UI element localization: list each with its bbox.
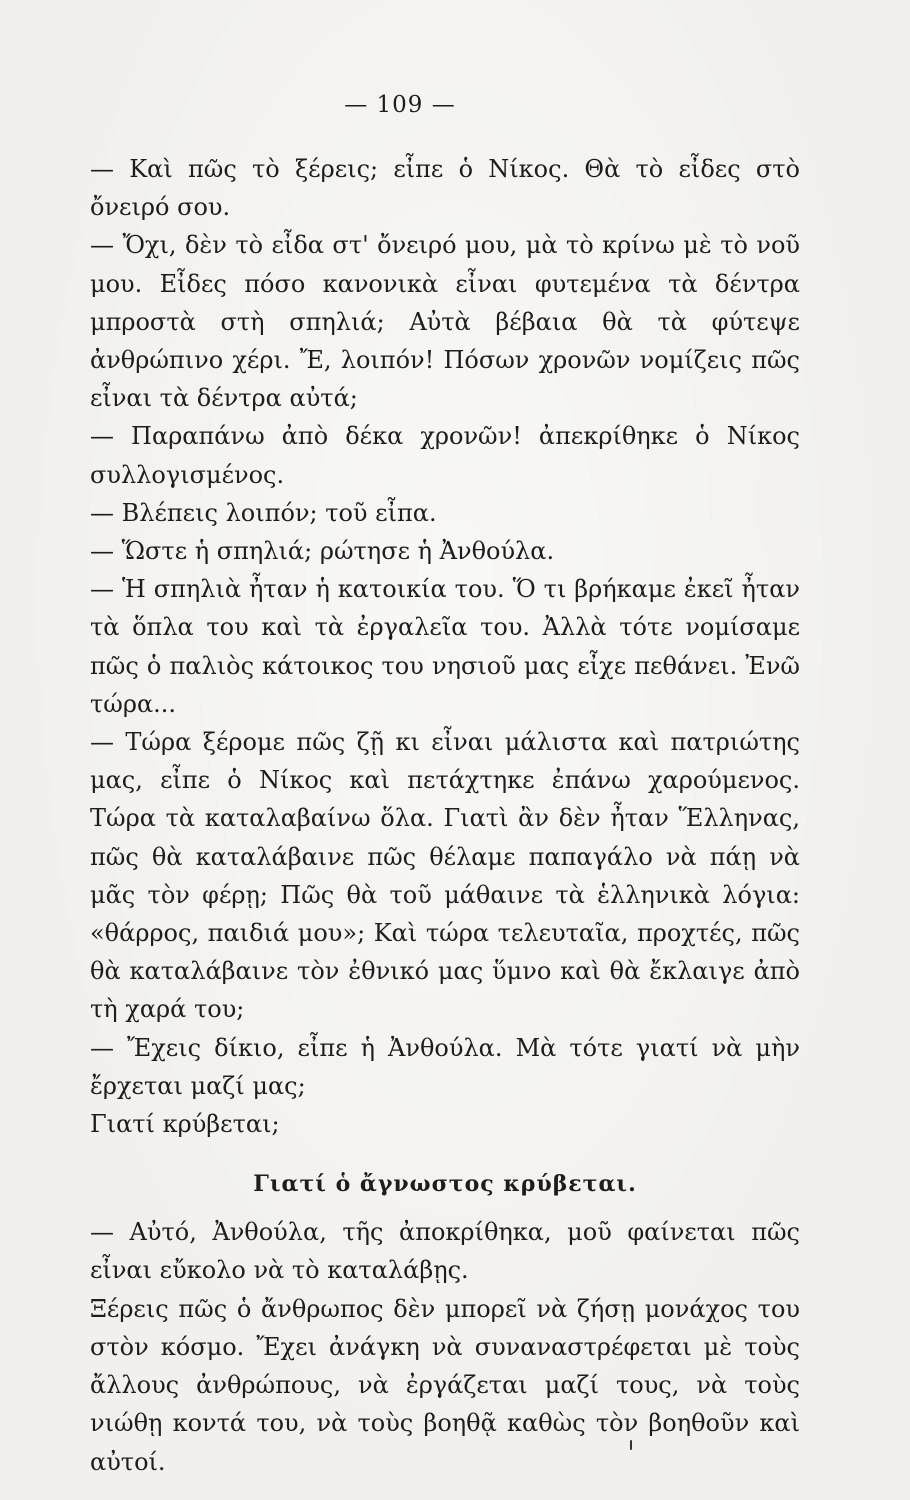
paragraph-6: — Ἡ σπηλιὰ ἦταν ἡ κατοικία του. Ὅ τι βρήκαμε ἐκεῖ ἦταν τὰ ὅπλα του καὶ τὰ ἐργαλεῖα του. Ἀλλὰ τότε νομίσαμε πῶς ὁ παλιὸς κάτοικος του νησιοῦ μας εἶχε πεθάνει. Ἐνῶ τώρα... (90, 575, 800, 718)
paragraph-1: — Καὶ πῶς τὸ ξέρεις; εἶπε ὁ Νίκος. Θὰ τὸ εἶδες στὸ ὄνειρό σου. (90, 155, 800, 222)
paragraph-8: — Ἔχεις δίκιο, εἶπε ἡ Ἀνθούλα. Μὰ τότε γιατί νὰ μὴν ἔρχεται μαζί μας; (90, 1033, 800, 1100)
body-text (90, 150, 800, 1481)
paragraph-4: — Βλέπεις λοιπόν; τοῦ εἶπα. (90, 498, 437, 527)
paragraph-5: — Ὥστε ἡ σπηλιά; ρώτησε ἡ Ἀνθούλα. (90, 537, 555, 566)
page-number: — 109 — (344, 92, 456, 118)
paragraph-9: Γιατί κρύβεται; (90, 1110, 280, 1139)
paragraph-7: — Τώρα ξέρομε πῶς ζῇ κι εἶναι μάλιστα καὶ πατριώτης μας, εἶπε ὁ Νίκος καὶ πετάχτηκε ἐπάνω χαρούμενος. Τώρα τὰ καταλαβαίνω ὅλα. Γιατὶ ἂν δὲν ἦταν Ἕλληνας, πῶς θὰ καταλάβαινε πῶς θέλαμε παπαγάλο νὰ πάῃ νὰ μᾶς τὸν φέρῃ; Πῶς θὰ τοῦ μάθαινε τὰ ἑλληνικὰ λόγια: «θάρρος, παιδιά μου»; Καὶ τώρα τελευταῖα, προχτές, πῶς θὰ καταλάβαινε τὸν ἐθνικό μας ὕμνο καὶ θὰ ἔκλαιγε ἀπὸ τὴ χαρά του; (90, 728, 800, 1024)
ink-speck (630, 1440, 632, 1450)
paragraph-3: — Παραπάνω ἀπὸ δέκα χρονῶν! ἀπεκρίθηκε ὁ Νίκος συλλογισμένος. (90, 422, 800, 489)
paragraph-2: — Ὄχι, δὲν τὸ εἶδα στ' ὄνειρό μου, μὰ τὸ κρίνω μὲ τὸ νοῦ μου. Εἶδες πόσο κανονικὰ εἶναι φυτεμένα τὰ δέντρα μπροστὰ στὴ σπηλιά; Αὐτὰ βέβαια θὰ τὰ φύτεψε ἀνθρώπινο χέρι. Ἔ, λοιπόν! Πόσων χρονῶν νομίζεις πῶς εἶναι τὰ δέντρα αὐτά; (90, 231, 800, 413)
section-heading: Γιατί ὁ ἄγνωστος κρύβεται. (253, 1171, 637, 1198)
paragraph-11: Ξέρεις πῶς ὁ ἄνθρωπος δὲν μπορεῖ νὰ ζήσῃ μονάχος του στὸν κόσμο. Ἔχει ἀνάγκη νὰ συναναστρέφεται μὲ τοὺς ἄλλους ἀνθρώπους, νὰ ἐργάζεται μαζί τους, νὰ τοὺς νιώθῃ κοντά του, νὰ τοὺς βοηθᾷ καθὼς τὸν βοηθοῦν καὶ αὐτοί. (90, 1294, 800, 1476)
paragraph-10: — Αὐτό, Ἀνθούλα, τῆς ἀποκρίθηκα, μοῦ φαίνεται πῶς εἶναι εὔκολο νὰ τὸ καταλάβῃς. (90, 1218, 800, 1285)
